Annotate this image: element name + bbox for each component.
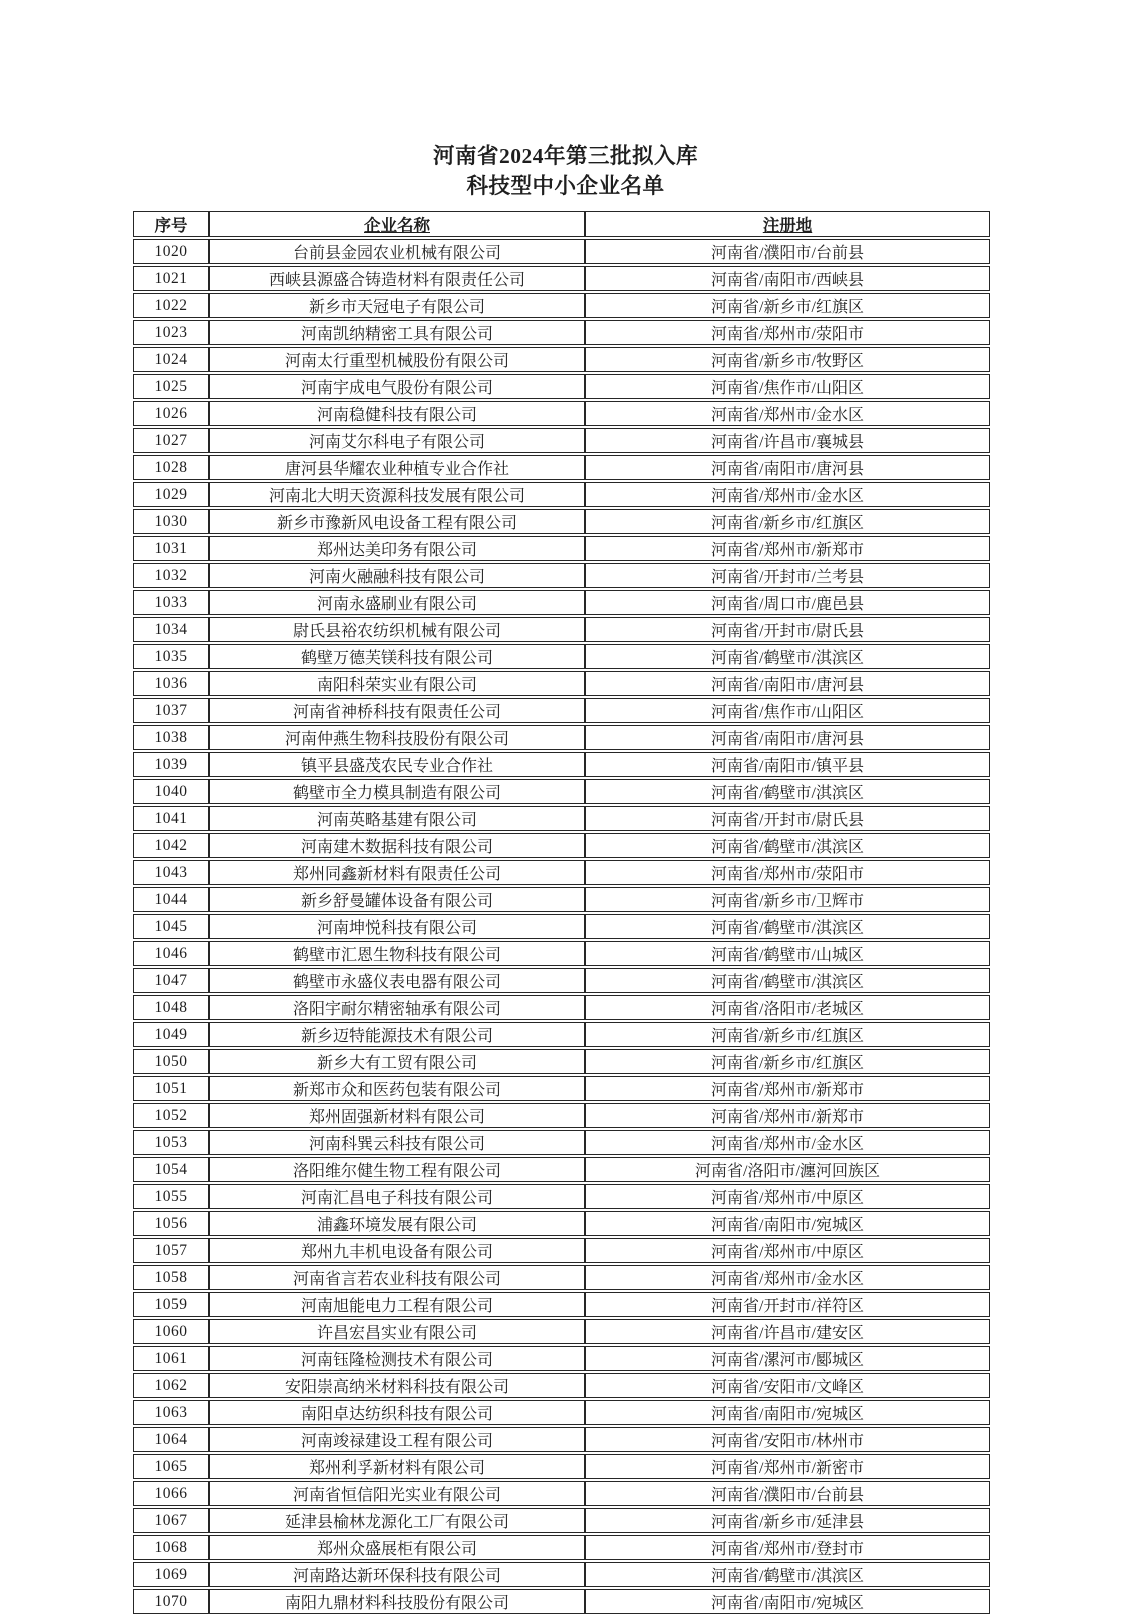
cell-company-name: 新郑市众和医药包装有限公司 [209,1076,585,1101]
cell-company-name: 郑州九丰机电设备有限公司 [209,1238,585,1263]
cell-company-name: 郑州利孚新材料有限公司 [209,1454,585,1479]
cell-index: 1031 [133,536,209,561]
col-header-index-label: 序号 [154,216,188,235]
table-row [133,1454,990,1479]
cell-company-name: 洛阳宇耐尔精密轴承有限公司 [209,995,585,1020]
cell-registration: 河南省/南阳市/唐河县 [585,455,990,480]
cell-registration: 河南省/新乡市/红旗区 [585,509,990,534]
cell-index: 1064 [133,1427,209,1452]
cell-registration: 河南省/新乡市/红旗区 [585,293,990,318]
cell-company-name: 河南省言若农业科技有限公司 [209,1265,585,1290]
cell-registration: 河南省/鹤壁市/淇滨区 [585,1562,990,1587]
cell-registration: 河南省/开封市/兰考县 [585,563,990,588]
cell-company-name: 鹤壁万德芙镁科技有限公司 [209,644,585,669]
table-row [133,779,990,804]
cell-company-name: 河南火融融科技有限公司 [209,563,585,588]
table-row [133,1130,990,1155]
cell-company-name: 河南科巽云科技有限公司 [209,1130,585,1155]
cell-registration: 河南省/郑州市/新郑市 [585,1076,990,1101]
table-row [133,239,990,264]
cell-company-name: 河南北大明天资源科技发展有限公司 [209,482,585,507]
cell-index: 1063 [133,1400,209,1425]
cell-registration: 河南省/郑州市/金水区 [585,1265,990,1290]
table-row [133,941,990,966]
cell-company-name: 河南稳健科技有限公司 [209,401,585,426]
cell-index: 1044 [133,887,209,912]
table-row [133,698,990,723]
table-row [133,617,990,642]
cell-company-name: 新乡市天冠电子有限公司 [209,293,585,318]
cell-index: 1045 [133,914,209,939]
table-row [133,968,990,993]
cell-index: 1057 [133,1238,209,1263]
cell-company-name: 新乡大有工贸有限公司 [209,1049,585,1074]
cell-registration: 河南省/郑州市/荥阳市 [585,860,990,885]
cell-index: 1036 [133,671,209,696]
cell-registration: 河南省/鹤壁市/山城区 [585,941,990,966]
cell-company-name: 西峡县源盛合铸造材料有限责任公司 [209,266,585,291]
cell-registration: 河南省/南阳市/宛城区 [585,1400,990,1425]
cell-registration: 河南省/郑州市/金水区 [585,1130,990,1155]
cell-company-name: 尉氏县裕农纺织机械有限公司 [209,617,585,642]
cell-company-name: 河南建木数据科技有限公司 [209,833,585,858]
cell-registration: 河南省/鹤壁市/淇滨区 [585,968,990,993]
table-row [133,347,990,372]
table-row [133,1022,990,1047]
cell-company-name: 许昌宏昌实业有限公司 [209,1319,585,1344]
cell-company-name: 镇平县盛茂农民专业合作社 [209,752,585,777]
cell-company-name: 延津县榆林龙源化工厂有限公司 [209,1508,585,1533]
col-header-index [133,211,209,237]
table-row [133,914,990,939]
cell-company-name: 河南凯纳精密工具有限公司 [209,320,585,345]
cell-index: 1029 [133,482,209,507]
cell-company-name: 南阳卓达纺织科技有限公司 [209,1400,585,1425]
cell-registration: 河南省/郑州市/登封市 [585,1535,990,1560]
cell-index: 1032 [133,563,209,588]
cell-registration: 河南省/鹤壁市/淇滨区 [585,644,990,669]
cell-registration: 河南省/鹤壁市/淇滨区 [585,833,990,858]
cell-registration: 河南省/新乡市/红旗区 [585,1022,990,1047]
cell-index: 1035 [133,644,209,669]
cell-index: 1025 [133,374,209,399]
cell-company-name: 郑州达美印务有限公司 [209,536,585,561]
col-header-company-name-label: 企业名称 [364,216,430,235]
cell-index: 1022 [133,293,209,318]
page-title-line-2: 科技型中小企业名单 [466,174,665,198]
cell-index: 1066 [133,1481,209,1506]
table-row [133,644,990,669]
cell-registration: 河南省/南阳市/宛城区 [585,1211,990,1236]
table-row [133,1508,990,1533]
cell-company-name: 新乡舒曼罐体设备有限公司 [209,887,585,912]
table-row [133,1535,990,1560]
cell-registration: 河南省/洛阳市/老城区 [585,995,990,1020]
table-row [133,671,990,696]
cell-company-name: 河南仲燕生物科技股份有限公司 [209,725,585,750]
cell-company-name: 河南省恒信阳光实业有限公司 [209,1481,585,1506]
cell-index: 1058 [133,1265,209,1290]
cell-registration: 河南省/郑州市/新郑市 [585,1103,990,1128]
cell-registration: 河南省/开封市/祥符区 [585,1292,990,1317]
cell-index: 1065 [133,1454,209,1479]
cell-registration: 河南省/南阳市/宛城区 [585,1589,990,1614]
cell-index: 1047 [133,968,209,993]
cell-registration: 河南省/郑州市/中原区 [585,1238,990,1263]
cell-registration: 河南省/濮阳市/台前县 [585,239,990,264]
cell-company-name: 南阳科荣实业有限公司 [209,671,585,696]
cell-company-name: 台前县金园农业机械有限公司 [209,239,585,264]
cell-company-name: 河南坤悦科技有限公司 [209,914,585,939]
cell-index: 1023 [133,320,209,345]
companies-table [133,209,990,1616]
cell-registration: 河南省/周口市/鹿邑县 [585,590,990,615]
cell-company-name: 郑州众盛展柜有限公司 [209,1535,585,1560]
table-row [133,1184,990,1209]
cell-index: 1039 [133,752,209,777]
cell-registration: 河南省/焦作市/山阳区 [585,698,990,723]
cell-index: 1069 [133,1562,209,1587]
table-row [133,320,990,345]
cell-company-name: 河南艾尔科电子有限公司 [209,428,585,453]
header-row [133,211,990,237]
cell-company-name: 郑州固强新材料有限公司 [209,1103,585,1128]
cell-registration: 河南省/郑州市/金水区 [585,482,990,507]
cell-index: 1024 [133,347,209,372]
cell-company-name: 鹤壁市汇恩生物科技有限公司 [209,941,585,966]
cell-index: 1041 [133,806,209,831]
cell-index: 1054 [133,1157,209,1182]
table-row [133,293,990,318]
table-row [133,1238,990,1263]
cell-index: 1055 [133,1184,209,1209]
cell-company-name: 郑州同鑫新材料有限责任公司 [209,860,585,885]
cell-index: 1033 [133,590,209,615]
cell-index: 1034 [133,617,209,642]
cell-index: 1040 [133,779,209,804]
table-row [133,1103,990,1128]
table-row [133,428,990,453]
table-row [133,1400,990,1425]
cell-registration: 河南省/郑州市/中原区 [585,1184,990,1209]
table-row [133,509,990,534]
col-header-registration-label: 注册地 [762,216,813,235]
cell-index: 1048 [133,995,209,1020]
cell-company-name: 河南汇昌电子科技有限公司 [209,1184,585,1209]
cell-index: 1061 [133,1346,209,1371]
table-row [133,1076,990,1101]
cell-index: 1067 [133,1508,209,1533]
cell-index: 1070 [133,1589,209,1614]
table-row [133,482,990,507]
cell-registration: 河南省/漯河市/郾城区 [585,1346,990,1371]
cell-registration: 河南省/南阳市/西峡县 [585,266,990,291]
cell-index: 1053 [133,1130,209,1155]
cell-company-name: 安阳崇高纳米材料科技有限公司 [209,1373,585,1398]
cell-registration: 河南省/安阳市/林州市 [585,1427,990,1452]
table-row [133,590,990,615]
cell-company-name: 浦鑫环境发展有限公司 [209,1211,585,1236]
cell-index: 1059 [133,1292,209,1317]
cell-company-name: 河南钰隆检测技术有限公司 [209,1346,585,1371]
cell-registration: 河南省/新乡市/延津县 [585,1508,990,1533]
cell-registration: 河南省/南阳市/唐河县 [585,671,990,696]
table-row [133,1481,990,1506]
cell-registration: 河南省/安阳市/文峰区 [585,1373,990,1398]
cell-company-name: 南阳九鼎材料科技股份有限公司 [209,1589,585,1614]
cell-registration: 河南省/洛阳市/瀍河回族区 [585,1157,990,1182]
cell-registration: 河南省/郑州市/新密市 [585,1454,990,1479]
cell-index: 1038 [133,725,209,750]
cell-index: 1030 [133,509,209,534]
cell-index: 1049 [133,1022,209,1047]
table-body [133,239,990,1614]
cell-index: 1056 [133,1211,209,1236]
cell-index: 1027 [133,428,209,453]
table-row [133,401,990,426]
cell-index: 1042 [133,833,209,858]
table-row [133,752,990,777]
page-title-line-1: 河南省2024年第三批拟入库 [432,144,698,168]
table-row [133,563,990,588]
cell-registration: 河南省/南阳市/镇平县 [585,752,990,777]
table-row [133,1373,990,1398]
cell-registration: 河南省/许昌市/襄城县 [585,428,990,453]
table-row [133,806,990,831]
cell-registration: 河南省/南阳市/唐河县 [585,725,990,750]
cell-company-name: 河南竣禄建设工程有限公司 [209,1427,585,1452]
cell-company-name: 鹤壁市全力模具制造有限公司 [209,779,585,804]
cell-company-name: 河南省神桥科技有限责任公司 [209,698,585,723]
cell-index: 1021 [133,266,209,291]
cell-index: 1026 [133,401,209,426]
cell-registration: 河南省/濮阳市/台前县 [585,1481,990,1506]
cell-index: 1052 [133,1103,209,1128]
cell-registration: 河南省/郑州市/新郑市 [585,536,990,561]
cell-registration: 河南省/开封市/尉氏县 [585,617,990,642]
table-row [133,266,990,291]
col-header-company-name [209,211,585,237]
cell-index: 1020 [133,239,209,264]
table-row [133,536,990,561]
table-row [133,1319,990,1344]
cell-company-name: 河南英略基建有限公司 [209,806,585,831]
table-row [133,1211,990,1236]
table-row [133,1589,990,1614]
cell-company-name: 鹤壁市永盛仪表电器有限公司 [209,968,585,993]
table-row [133,1049,990,1074]
table-row [133,860,990,885]
cell-registration: 河南省/鹤壁市/淇滨区 [585,779,990,804]
cell-index: 1062 [133,1373,209,1398]
cell-registration: 河南省/许昌市/建安区 [585,1319,990,1344]
cell-index: 1046 [133,941,209,966]
cell-registration: 河南省/新乡市/卫辉市 [585,887,990,912]
cell-company-name: 河南宇成电气股份有限公司 [209,374,585,399]
table-row [133,1265,990,1290]
cell-company-name: 洛阳维尔健生物工程有限公司 [209,1157,585,1182]
table-row [133,1427,990,1452]
table-row [133,455,990,480]
table-row [133,833,990,858]
cell-company-name: 河南旭能电力工程有限公司 [209,1292,585,1317]
cell-index: 1051 [133,1076,209,1101]
table-row [133,374,990,399]
cell-registration: 河南省/新乡市/红旗区 [585,1049,990,1074]
cell-company-name: 河南路达新环保科技有限公司 [209,1562,585,1587]
cell-registration: 河南省/开封市/尉氏县 [585,806,990,831]
cell-company-name: 新乡迈特能源技术有限公司 [209,1022,585,1047]
cell-registration: 河南省/焦作市/山阳区 [585,374,990,399]
cell-registration: 河南省/郑州市/金水区 [585,401,990,426]
cell-registration: 河南省/新乡市/牧野区 [585,347,990,372]
table-row [133,1346,990,1371]
cell-index: 1050 [133,1049,209,1074]
table-row [133,1562,990,1587]
cell-index: 1068 [133,1535,209,1560]
table-row [133,887,990,912]
col-header-registration [585,211,990,237]
cell-index: 1037 [133,698,209,723]
page-title [0,141,1131,201]
table-row [133,995,990,1020]
cell-registration: 河南省/郑州市/荥阳市 [585,320,990,345]
cell-registration: 河南省/鹤壁市/淇滨区 [585,914,990,939]
cell-company-name: 河南永盛刷业有限公司 [209,590,585,615]
cell-company-name: 新乡市豫新风电设备工程有限公司 [209,509,585,534]
cell-index: 1043 [133,860,209,885]
cell-index: 1028 [133,455,209,480]
cell-index: 1060 [133,1319,209,1344]
table-row [133,1157,990,1182]
table-row [133,725,990,750]
cell-company-name: 河南太行重型机械股份有限公司 [209,347,585,372]
table-row [133,1292,990,1317]
cell-company-name: 唐河县华耀农业种植专业合作社 [209,455,585,480]
